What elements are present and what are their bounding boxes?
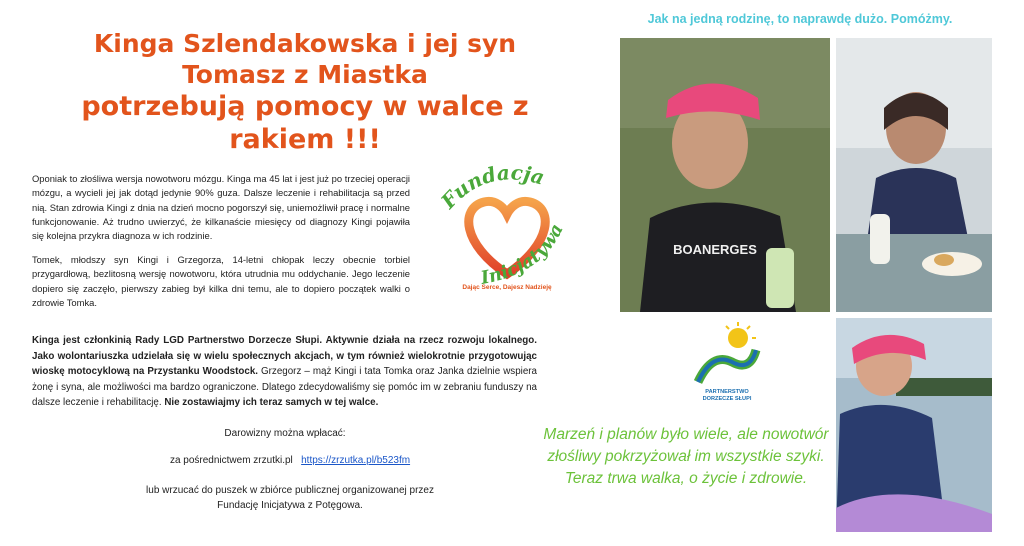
donation-boxes	[100, 483, 480, 513]
about-bold-outro: Nie zostawiajmy ich teraz samych w tej walce.	[164, 397, 379, 409]
svg-text:Inicjatywa	[478, 221, 568, 289]
photo-tomek-boat	[836, 318, 992, 532]
photo-kinga-outdoor	[620, 38, 830, 312]
headline-line-3: potrzebują pomocy w walce z	[81, 91, 529, 122]
paragraph-about-kinga	[32, 333, 537, 411]
headline-line-4: rakiem !!!	[229, 124, 381, 155]
headline-line-2: Tomasz z Miastka	[182, 60, 428, 89]
donation-heading: Darowizny można wpłacać:	[224, 428, 346, 439]
fundacja-inicjatywa-logo	[432, 162, 582, 302]
lgd-line-1: PARTNERSTWO	[705, 389, 749, 395]
donation-line-1: lub wrzucać do puszek w zbiórce publicznej organizowanej przez	[146, 485, 434, 496]
about-bold-intro: Kinga jest członkinią Rady LGD Partnerstwo Dorzecze Słupi. Aktywnie działa na rzecz rozwoju lokalnego. Jako wolontariuszka udzielała się w wielu społecznych akcjach, w tym również wielokrotnie przygotowując wioskę motocyklową na Przystanku Woodstock.	[32, 335, 537, 378]
donation-via-label: za pośrednictwem zrzutki.pl	[169, 455, 293, 466]
about-text: Grzegorz – mąż Kingi i tata Tomka oraz Janka dzielnie wspiera żonę i syna, ale możliwości ma bardzo ograniczone. Dlatego zdecydowaliśmy się pomóc im w zebraniu funduszy na dalsze leczenie i rehabilitację.	[32, 366, 537, 409]
lgd-line-2: DORZECZE SŁUPI	[702, 396, 752, 402]
quote: Marzeń i planów było wiele, ale nowotwór złośliwy pokrzyżował im wszystkie szyki. Teraz trwa walka, o życie i zdrowie.	[543, 426, 829, 487]
headline-line-1: Kinga Szlendakowska i jej syn	[93, 29, 517, 58]
logo-slogan: Dając Serce, Dajesz Nadzieję	[462, 284, 552, 291]
donation-line-2: Fundację Inicjatywa z Potęgowa.	[217, 500, 363, 511]
zrzutka-link[interactable]: https://zrzutka.pl/b523fm	[301, 455, 411, 466]
photo-kinga-hospital	[836, 38, 992, 312]
donation-via	[100, 455, 480, 466]
paragraph-tomek-diagnosis: Tomek, młodszy syn Kingi i Grzegorza, 14-letni chłopak leczy obecnie torbiel przygardłową, bezlitosną wersję nowotworu, która utrudnia mu oddychanie. Jego leczenie dopiero się zaczęło, pierwszy zabieg był kilka dni temu, ale to dopiero początek walki o zdrowie Tomka.	[32, 254, 410, 308]
lgd-partnerstwo-logo	[692, 322, 762, 406]
headline	[60, 28, 550, 156]
svg-text:BOANERGES: BOANERGES	[673, 242, 757, 257]
paragraph-kinga-diagnosis: Oponiak to złośliwa wersja nowotworu mózgu. Kinga ma 45 lat i jest już po trzeciej operacji mózgu, a wycieli jej jak dotąd jedynie 90% guza. Dalsze leczenie i rehabilitacja są przed nią. Stan zdrowia Kingi z dnia na dzień mocno pogorszył się, uniemożliwił pracę i normalne funkcjonowanie. Aż trudno uwierzyć, że kilkanaście miesięcy od diagnozy Kingi pojawiła się kolejna przykra diagnoza w ich rodzinie.	[32, 173, 410, 242]
tagline: Jak na jedną rodzinę, to naprawdę dużo. Pomóżmy.	[647, 12, 953, 26]
logo-word-inicjatywa: Inicjatywa	[479, 220, 568, 289]
logo-word-fundacja: Fundacja	[436, 162, 548, 214]
sun-icon	[726, 322, 756, 348]
